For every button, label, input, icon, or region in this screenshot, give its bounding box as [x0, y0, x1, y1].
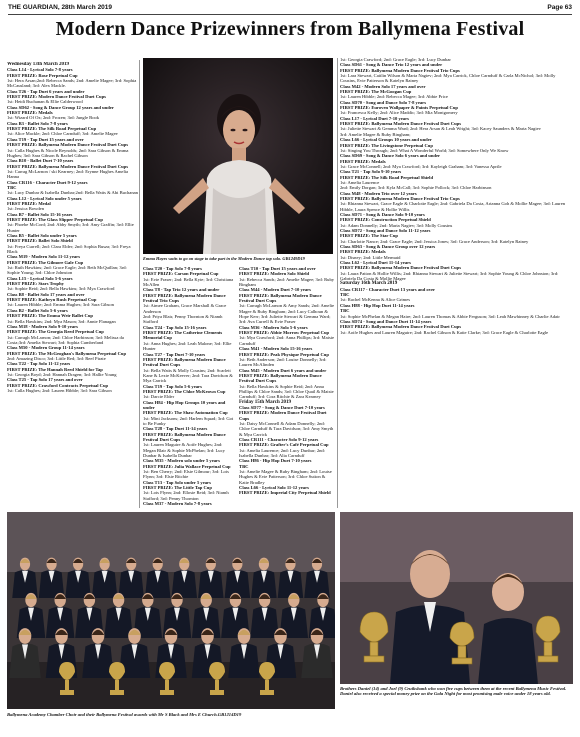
class-heading: FIRST PRIZE: The Silk Road Perpetual Shield [340, 174, 434, 180]
class-heading: Class M50 - Modern Group 11-14 years [7, 345, 85, 351]
class-heading: FIRST PRIZE: Rose Perpetual Cup [7, 72, 78, 78]
class-heading: Class B5 - Ballet Solo under 5 years [7, 233, 77, 238]
class-heading: FIRST PRIZE: Kathryn Rush Perpetual Cup [7, 297, 97, 303]
class-heading: FIRST PRIZE: Modern Solo Shield [239, 271, 310, 277]
class-heading: Class T27 - Tap Duet 7-10 years [143, 351, 206, 357]
results-line: 1st: Sophie Reid; 2nd: Bella Hawkins; 3rd: Mya Crawford [7, 286, 115, 292]
dancer-illustration [143, 58, 333, 254]
class-heading: Class SD61 - Song & Dance Trio 12 years and under [340, 62, 443, 68]
class-heading: FIRST PRIZE: Imperial City Perpetual Shield [239, 490, 331, 496]
results-line: 1st: Lucy Dunbar & Isabella Dunbar;2nd: Bella Watts & Abi Buchanan [7, 190, 138, 196]
results-line: 1st: Bella Hawkins; 2nd: Mya Mason; 3rd: Annie Flanagan [7, 318, 116, 324]
class-heading: FIRST PRIZE: Ballymena Modern Dance Festival Duet Cups [239, 292, 322, 304]
class-heading: FIRST PRIZE: Crawford Contracts Perpetual Cup [7, 382, 109, 388]
results-line: 1st: Francesca Kelly; 2nd: Alice Maddic; 3rd: Mia Montgomery [340, 110, 458, 116]
results-line: 1st: Anna Hughes; 2nd: Leah Malone; 3rd: Ellie Hunter [143, 340, 232, 352]
class-heading: Class L66 - Lyrical Groups 10 years and under [340, 137, 432, 143]
class-heading: Class B3 - Ballet Solo 7-8 years [7, 120, 68, 126]
results-line: 1st: Bella Watts & Molly Cousins; 2nd: Scarlett Kane & Lexie McKeever; 2nd: Tara Davidson & Mya Carrick [143, 367, 233, 384]
class-heading: Class M18 - Modern Solo 9-10 years [7, 323, 78, 329]
results-line: 3rd: Amelie Magee & Ruby Bingham; [340, 131, 411, 137]
results-line: 1st: Daisy McConnell & Adam Donnelly; 2nd: Chloe Carnduff & Tara Davidson; 3rd: Amy Smyth & Mya Carrick [239, 420, 334, 437]
results-line: 1st: Darcie Elder [143, 394, 175, 400]
class-heading: FIRST PRIZE: Ballet Solo Shield [7, 238, 73, 244]
results-line: 2nd: Emily Dorgan; 3rd: Kyla McCall; 3rd: Sophie Pollock; 3rd: Chloe Harbinson [340, 185, 492, 191]
page-number: Page 63 [547, 4, 572, 11]
results-line: 1st: Heidi Buchanan & Ellie Calderwood [7, 99, 83, 105]
class-heading: Class B7 - Ballet Solo 15-16 years [7, 211, 73, 217]
class-heading: Class L15 - Lyrical Solo 5-6 years [7, 275, 73, 281]
results-line: 1st: Singing You Through; 2nd: What A Wonderful World; 3rd: Somewhere Only We Know [340, 147, 509, 153]
results-line: 1st: Phoebe McCord; 2nd: Abby Smyth; 3rd: Amy Graffin; 3rd: Ellie Hunter [7, 222, 134, 233]
results-line: 1st: Ben Cherry; 2nd: Elsie Gilmour; 3rd: Lois Flynn; 3rd: Elsie Ritchie [143, 469, 229, 480]
results-line: 1st: Ruth Hawkins; 2nd: Grace Eagle; 2nd: Beth McQuillan; 3rd: Sophie Young; 3rd: Chloe Johnston [7, 265, 127, 276]
class-heading: Class T22 - Tap Solo 11-12 years [7, 361, 71, 367]
results-line: 1st: Amelie Magee & Ruby Bingham; 2nd: Louise Hughes & Evie Patterson; 3rd: Chloe Sutton & Katie Bradley [239, 469, 332, 485]
results-line: 1st: Mini Jacksons; 2nd: Harlem Squad; 3rd: Got to Be Funky [143, 415, 234, 426]
class-heading: FIRST PRIZE: Ballymena Modern Dance Festival Duet Cups [143, 431, 226, 442]
date-heading: Saturday 16th March 2019 [340, 281, 398, 287]
class-heading: FIRST PRIZE: Ballymena Modern Dance Festival Trio Cups [340, 195, 460, 201]
class-heading: Class T20 - Tap Solo 7-8 years [143, 266, 202, 271]
class-heading: Class SD62 - Song & Dance Group 12 years and under [7, 104, 114, 110]
class-heading: TBC [340, 292, 350, 298]
class-heading: FIRST PRIZE: Ballymena Modern Dance Festival Trio Cups [340, 67, 460, 73]
results-line: 1st: Grace McConnell; 2nd: Mya Crawford; 3rd: Kayleigh Graham; 3rd: Vanessa Aprile [340, 163, 502, 169]
results-line: 1st: Adam Donnelly; 2nd: Maria Nagiev; 3rd: Molly Cousins [340, 222, 453, 228]
class-heading: FIRST PRIZE: Medals [340, 158, 386, 164]
class-heading: Class SD74 - Song and Dance Duet 11-14 years [340, 318, 432, 324]
class-heading: Class T19 - Tap Duet 15 years and over [7, 136, 84, 142]
class-heading: FIRST PRIZE: The McGeoghan's Ballymena Perpetual Cup [7, 350, 127, 356]
class-heading: FIRST PRIZE: The McGoogan Cup [340, 89, 412, 95]
class-heading: TBC [340, 308, 350, 314]
results-line: 1st: Freya Currell; 2nd: Clara Elder; 2nd: Sophia Busza; 3rd: Freya Black [7, 243, 131, 255]
class-heading: FIRST PRIZE: Medals [7, 110, 53, 116]
results-line: 1st: Laura Patton & Hollie Willis; 2nd: Rhianna Stewart & Juliette Stewart; 3rd: Sophie Young & Chloe Johnston; 3rd: Gabriela Da Costa & Mollie Magee [340, 270, 559, 282]
class-heading: FIRST PRIZE: Modern Dance Festival Duet Cups [7, 94, 106, 100]
results-line: 1st: Carrag McLarnon / ski Kearney; 2nd: Erynne Hughes Amelia Hanna [7, 168, 129, 180]
class-heading: Class B10 - Ballet Duet 7-10 years [7, 158, 74, 164]
results-line: 1st: Aoife Hughes and Lauren Maguire; 2nd: Rachel Gibson & Katie Clarke; 3rd: Grace Eagle & Charlotte Eagle [340, 329, 549, 335]
class-heading: FIRST PRIZE: Julia Wallace Perpetual Cup [143, 463, 231, 469]
class-heading: FIRST PRIZE: The Gilmore Gale Cup [7, 259, 84, 265]
class-heading: Class H84 - Hip Hop Groups 10 years and under [143, 399, 226, 410]
choir-illustration [7, 512, 335, 709]
results-line: 1st: Hera Arsan;2nd: Rebecca Sands; 2nd: Amelie Magee; 3rd: Sophia McCausland; 3rd: Alex Mackle. [7, 78, 137, 89]
class-heading: FIRST PRIZE: Ballymena Modern Dance Festival Trio Cups [143, 292, 226, 304]
class-heading: Class SD77 - Song & Dance Duet 7-10 years [239, 404, 325, 410]
choir-photo [7, 512, 335, 709]
class-heading: Class B2 - Ballet Solo 5-6 years [7, 307, 68, 313]
results-line: 1st: Mya Crawford; 2nd: Anna Phillips; 3rd: Maisie Carnduff [239, 335, 335, 346]
results-column-2 [143, 266, 235, 510]
class-heading: Class H86 - Hip Hop Duet 7-10 years [239, 458, 312, 464]
class-heading: Class T10 - Tap Duet 15 years and over [239, 266, 316, 271]
brothers-photo [340, 512, 573, 684]
class-heading: Class M45 - Modern Duet 6 years and under [239, 367, 327, 373]
class-heading: FIRST PRIZE: The Shaw Automation Cup [143, 410, 228, 416]
results-line: 1st: Wizard Of Oz; 2nd: Frozen; 3rd: Jungle Book [7, 115, 100, 121]
results-line: 1st: Lois Flynn; 2nd: Ellosie Reid; 3rd: Niamh Stafford; 3rd: Penny Thornton [143, 490, 229, 501]
results-line: 1st: Rhianna Stewart, Grace Eagle & Charlotte Eagle; 2nd: Gabriela Da Costa, Arianna Goh & Mollie Magee; 3rd: Lauren Hibble, Laura Spence & Hollie Willis [340, 201, 566, 212]
class-heading: Class M36 - Modern Solo 5-6 years [239, 324, 308, 330]
results-line: 1st: Evie Fraser; 2nd: Bella Kyte; 3rd: Christiana McAllen [143, 276, 234, 288]
results-line: 1st: Sophie McPhelan & Megan Haire; 2nd: Lauren Thomas & Abbie Ferguson; 3rd: Leah Mawhinney & Charlie Adair [340, 313, 560, 319]
class-heading: FIRST PRIZE: The Catherine Clements Memorial Cup [143, 330, 223, 341]
class-heading: FIRST PRIZE: Ballymena Modern Dance Festival Duet Cups [340, 324, 462, 330]
results-line: 2nd: Priya Blair, Penny Thornton & Niamh Stafford [143, 314, 223, 325]
class-heading: FIRST PRIZE: The Silk Road Perpetual Cup [7, 126, 97, 132]
class-heading: Class L62 - Lyrical Duet 11-14 years [340, 260, 411, 266]
class-heading: FIRST PRIZE: Ballymena Modern Dance Festival Duet Cups [7, 163, 129, 169]
results-line: 1st: Charlotte Nance; 2nd: Grace Eagle; 2nd: Jessica Jones; 3rd: Grace Anderson; 3rd: Katelyn Rainey [340, 238, 529, 244]
class-heading: Class T28 - Tap Duet 11-14 years [143, 426, 208, 432]
class-heading: FIRST PRIZE: Stars Trophy [7, 281, 64, 287]
class-heading: Class T24 - Tap Solo 15-16 years [143, 324, 207, 330]
class-heading: Class SD71 - Song & Dance Solo 9-10 years [340, 211, 425, 217]
class-heading: FIRST PRIZE: Abbie Morrow Perpetual Cup [239, 330, 330, 336]
class-heading: FIRST PRIZE: The Chloe McKeown Cup [143, 388, 226, 394]
dancer-photo-caption: Emma Hayes waits to go on stage to take part in the Modern Dance tap solo. GB1249D19 [143, 256, 305, 261]
page-header [8, 4, 572, 15]
class-heading: FIRST PRIZE: Medal [7, 200, 51, 206]
results-line: 1st: Amelia Laurence [340, 179, 380, 185]
class-heading: Class SD69 - Song & Dance Solo 6 years and under [340, 153, 441, 159]
class-heading: Class M44 - Modern Duet 7-10 years [239, 287, 311, 293]
class-heading: TBC [239, 463, 249, 469]
class-heading: Class CR116 - Character Duet 9-12 years [7, 179, 88, 185]
results-line: 2nd: Amazing Disco; 3rd: Little Red; 3rd: Reef Pirate [7, 355, 106, 361]
class-heading: FIRST PRIZE: Construction Perpetual Shield [340, 217, 431, 223]
class-heading: FIRST PRIZE: The Glass Slipper Perpetual Cup [7, 216, 103, 222]
class-heading: Class L17 - Lyrical Duet 7-10 years [340, 115, 409, 121]
results-line: 1st: Carragh McLarnon & Amy Sands; 2nd: Amelie Magee & Ruby Bingham; 2nd: Lucy Calhoun & Hope Kerr; 3rd: Juliette Stewart & Gemma Ward; 3rd: Ava Currell & Evie Fraser [239, 303, 335, 325]
class-heading: Class CR117 - Character Duet 13 years and over [340, 286, 436, 292]
results-line: 1st: Bella Hawkins & Sophie Reid; 2nd: Anna Phillips & Chloe Sands; 3rd: Chloe Quail & Maisie Carnduff; 3rd: Cora Ritchie & Zara Kearney [239, 383, 334, 400]
results-line: 1st: Disney; 2nd: Little Mermaid [340, 254, 401, 260]
class-heading: FIRST PRIZE: Carson Perpetual Cup [143, 271, 219, 277]
results-line: 1st: Georgia Boyd; 2nd: Hannah Dragen; 3rd: Hallie Young [7, 371, 117, 377]
results-line: 1st: Lauren Hibble; 2nd: Emma Hughes; 3rd: Sara Gibson [7, 302, 114, 308]
class-heading: Class CR111 - Character Solo 9-12 years [239, 437, 319, 442]
class-heading: FIRST PRIZE: The Hannah Reed Shield for Tap [7, 366, 103, 372]
results-column-3 [340, 57, 572, 510]
results-column-1 [7, 62, 138, 510]
choir-photo-caption: Ballymena Academy Chamber Choir and their Ballymena Festival awards with Mr S Black and Mrs E Church.GB1214D19 [7, 712, 242, 717]
column-rule [337, 58, 338, 508]
dancer-photo [143, 58, 333, 254]
class-heading: Class T13 - Tap Solo under 5 years [143, 479, 211, 485]
results-line: 1st: Beth Anderson; 2nd: Louise Donnelly; 3rd: Lauren McAlinden [239, 356, 327, 368]
class-heading: FIRST PRIZE: Ballymena Modern Dance Festival Duet Cups [340, 121, 462, 127]
class-heading: Class M41 - Modern Solo 15-16 years [239, 346, 313, 352]
class-heading: Class SD63 - Song & Dance Group over 12 years [340, 244, 436, 250]
results-line: 1st: Amelia Laurence; 2nd: Lucy Dunbar; 2nd: Isabella Dunbar; 3rd: Alia Carnduff [239, 447, 325, 459]
class-heading: Class T21 - Tap Solo 9-10 years [340, 169, 402, 175]
class-heading: Class M42 - Modern Solo 17 years and over [340, 83, 426, 89]
results-line: 1st: Calla Hughes; 2nd: Lauren Hibble; 3rd: Sara Gibson [7, 387, 112, 393]
class-heading: Class M19 - Modern Solo 11-12 years [7, 254, 80, 260]
class-heading: Class L66 - Lyrical Solo 11-12 years [239, 485, 309, 491]
class-heading: FIRST PRIZE: The Little Tap Cup [143, 485, 212, 491]
class-heading: FIRST PRIZE: The Emma Weir Ballet Cup [7, 313, 93, 319]
class-heading: Class M37 - Modern Solo 7-8 years [143, 501, 212, 507]
class-heading: Class T25 - Tap Solo 17 years and over [7, 377, 83, 383]
class-heading: FIRST PRIZE: Ballymena Modern Dance Festival Duet Cups [7, 142, 129, 148]
results-line: 1st: Lara Stewart, Caitlin Wilson & Maria Nagiev; 2nd: Mya Carrick, Chloe Carnduff & Carla McNichol; 3rd: Molly Cousins, Evie Patterson & Katelyn Rainey [340, 73, 556, 84]
class-heading: FIRST PRIZE: The Georgia Reed Perpetual Cup [7, 329, 104, 335]
results-line: 1st: Calla Hughes & Nicole Reynolds; 2nd: Sara Gibson & Emma Hughes; 3rd: Sara Gibson & Rachel Gibson [7, 147, 129, 158]
class-heading: FIRST PRIZE: The Livingstone Perpetual Cup [340, 142, 433, 148]
class-heading: Class SD70 - Song and Dance Solo 7-8 years [340, 99, 427, 105]
class-heading: FIRST PRIZE: Medals [340, 249, 386, 255]
class-heading: Class M48 - Modern Trio over 12 years [340, 190, 417, 196]
results-line: 1st: Carragh McLarnon; 2nd: Chloe Harbinson; 3rd: Melissa da Costa;3rd: Amelia Stewart; 3rd: Sophia Cumberland [7, 334, 124, 345]
results-line: 1st: Juliette Stewart & Gemma Ward; 2nd: Hera Arsan & Leah Wright; 3rd: Kacey Saunders & Maria Nagiev [340, 126, 541, 132]
class-heading: FIRST PRIZE: Ballymena Modern Dance Festival Duet Cups [239, 372, 322, 384]
brothers-photo-caption: Brothers Daniel (14) and Joel (9) Cruikshank who won five cups between them at the recent Ballymena Music Festival. Daniel also received a special money prize on the Gala Night for most promising male voice under 18 years old. [340, 686, 567, 697]
date-heading: Friday 15th March 2019 [239, 399, 291, 405]
results-line: 1st: Alice Mackle; 2nd: Chloe Carnduff; 3rd: Amelie Magee [7, 131, 118, 137]
results-line: 1st: Georgia Crawford; 2nd: Grace Eagle; 3rd: Lucy Dunbar [340, 57, 451, 62]
results-line: 1st: Rebecca Sands; 2nd: Amelie Magee; 3rd: Ruby Bingham [239, 276, 335, 288]
class-heading: TBC [7, 184, 17, 190]
class-heading: Class L12 - Lyrical Solo under 5 years [7, 195, 82, 201]
class-heading: FIRST PRIZE: Peak Physique Perpetual Cup [239, 351, 329, 357]
brothers-illustration [340, 512, 573, 684]
results-line: 1st: Jessica Bowden [7, 206, 45, 212]
results-line: 1st: Aimee Graham, Grace Marshall & Grace Anderson [143, 303, 227, 314]
class-heading: Class H88 - Hip Hop Duet 11-14 years [340, 302, 415, 308]
newspaper-title: THE GUARDIAN, 28th March 2019 [8, 4, 113, 11]
class-heading: FIRST PRIZE: Ballymena Modern Dance Festival Duet Cups [340, 265, 462, 271]
date-heading: Wednesday 13th March 2019 [7, 62, 69, 67]
headline: Modern Dance Prizewinners from Ballymena Festival [55, 18, 525, 40]
class-heading: Class SD72 - Song and Dance Solo 11-12 years [340, 228, 431, 233]
class-heading: FIRST PRIZE: Modern Dance Festival Duet Cups [239, 410, 327, 421]
class-heading: FIRST PRIZE: Euroven Wallpaper & Paints Perpetual Cup [340, 105, 458, 111]
class-heading: Class T8 - Tap Trio 12 years and under [143, 287, 220, 293]
class-heading: FIRST PRIZE: Grafter's Café Perpetual Cup [239, 442, 329, 448]
class-heading: Class B8 - Ballet Solo 17 years and over [7, 291, 85, 297]
class-heading: Class T26 - Tap Duet 6 years and under [7, 88, 85, 94]
class-heading: FIRST PRIZE: The Star Cup [340, 233, 398, 239]
class-heading: Class L14 - Lyrical Solo 7-8 years [7, 67, 73, 73]
class-heading: Class M35 - Modern solo under 5 years [143, 458, 220, 464]
results-line: 1st: Lauren Hibble; 2nd: Rebecca Magee; 3rd: Abbie Price [340, 94, 448, 100]
results-line: 1st: Rachel McKenna & Alice Grimes [340, 297, 411, 303]
class-heading: FIRST PRIZE: Ballymena Modern Dance Festival Duet Cups [143, 356, 226, 368]
results-column-4 [239, 266, 335, 510]
results-line: 1st: Lauren Maguire & Aoife Hughes; 2nd: Megan Blair & Sophie McPhelan; 3rd: Lucy Dunbar & Isabella Dunbar [143, 442, 225, 459]
class-heading: Class T19 - Tap Solo 5-6 years [143, 383, 202, 389]
column-rule [139, 60, 140, 508]
